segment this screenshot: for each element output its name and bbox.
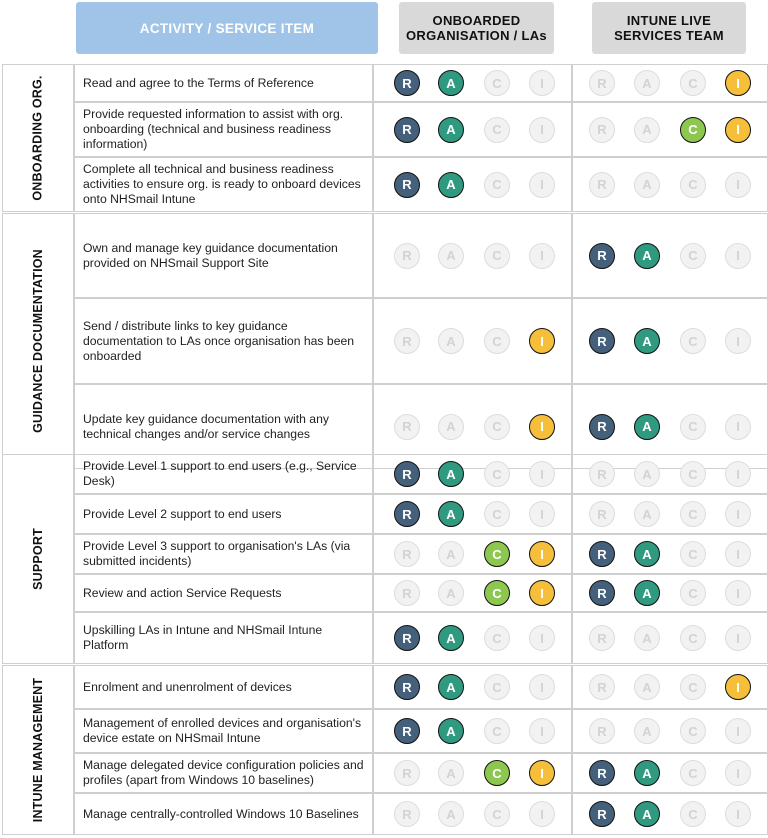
raci-i-circle: I [529,718,555,744]
raci-c-circle: C [484,172,510,198]
section-label [2,213,74,469]
raci-i-circle: I [529,801,555,827]
raci-a-circle: A [438,243,464,269]
activity-text: Read and agree to the Terms of Reference [74,64,373,102]
raci-c-circle: C [484,243,510,269]
activity-text: Enrolment and unenrolment of devices [74,665,373,709]
raci-a-circle: A [438,760,464,786]
raci-r-circle: R [394,541,420,567]
raci-a-circle: A [438,328,464,354]
activity-text: Send / distribute links to key guidance documentation to LAs once organisation has been onboarded [74,298,373,384]
raci-i-circle: I [725,461,751,487]
raci-i-circle: I [529,674,555,700]
raci-a-circle: A [438,70,464,96]
raci-i-circle: I [529,760,555,786]
raci-c-circle: C [680,580,706,606]
raci-i-circle: I [725,328,751,354]
raci-a-circle: A [634,328,660,354]
raci-a-circle: A [634,117,660,143]
raci-i-circle: I [725,718,751,744]
column-header-intune-live-services-team: INTUNE LIVE SERVICES TEAM [592,2,746,54]
raci-a-circle: A [438,674,464,700]
raci-r-circle: R [589,580,615,606]
raci-c-circle: C [680,674,706,700]
raci-i-circle: I [725,760,751,786]
raci-r-circle: R [589,461,615,487]
raci-a-circle: A [634,501,660,527]
raci-a-circle: A [438,117,464,143]
activity-text: Provide Level 3 support to organisation's LAs (via submitted incidents) [74,534,373,574]
raci-i-circle: I [529,541,555,567]
section-label [2,454,74,664]
raci-a-circle: A [634,718,660,744]
raci-r-circle: R [589,541,615,567]
raci-c-circle: C [680,501,706,527]
raci-r-circle: R [394,674,420,700]
raci-c-circle: C [680,718,706,744]
table-row [74,102,768,157]
section-label [2,64,74,212]
raci-c-circle: C [680,117,706,143]
activity-text: Update key guidance documentation with any technical changes and/or service changes [74,384,373,469]
column-header-onboarded-organisation: ONBOARDED ORGANISATION / LAs [399,2,554,54]
raci-c-circle: C [680,70,706,96]
raci-i-circle: I [529,501,555,527]
raci-r-circle: R [394,70,420,96]
raci-a-circle: A [634,760,660,786]
section-label-text: GUIDANCE DOCUMENTATION [31,249,46,433]
raci-c-circle: C [484,718,510,744]
raci-a-circle: A [438,414,464,440]
raci-r-circle: R [394,580,420,606]
raci-r-circle: R [394,760,420,786]
raci-a-circle: A [438,172,464,198]
raci-r-circle: R [589,760,615,786]
raci-a-circle: A [438,461,464,487]
raci-c-circle: C [484,760,510,786]
raci-r-circle: R [394,718,420,744]
table-row [74,612,768,664]
table-row [74,793,768,835]
raci-r-circle: R [589,414,615,440]
raci-c-circle: C [484,414,510,440]
section-label-text: INTUNE MANAGEMENT [31,677,45,823]
raci-r-circle: R [589,501,615,527]
activity-text: Complete all technical and business readiness activities to ensure org. is ready to onboard devices onto NHSmail Intune [74,157,373,212]
raci-c-circle: C [680,801,706,827]
table-row [74,298,768,384]
raci-r-circle: R [589,718,615,744]
table-row [74,157,768,212]
activity-text: Manage centrally-controlled Windows 10 Baselines [74,793,373,835]
raci-r-circle: R [589,674,615,700]
raci-i-circle: I [529,625,555,651]
raci-r-circle: R [589,243,615,269]
raci-a-circle: A [438,541,464,567]
raci-c-circle: C [680,243,706,269]
raci-r-circle: R [394,414,420,440]
raci-r-circle: R [589,328,615,354]
raci-c-circle: C [680,625,706,651]
raci-c-circle: C [484,70,510,96]
raci-r-circle: R [589,117,615,143]
raci-r-circle: R [589,625,615,651]
raci-c-circle: C [484,625,510,651]
raci-i-circle: I [529,70,555,96]
raci-i-circle: I [529,414,555,440]
raci-i-circle: I [725,625,751,651]
activity-text: Provide Level 2 support to end users [74,494,373,534]
raci-c-circle: C [484,801,510,827]
raci-r-circle: R [589,172,615,198]
raci-r-circle: R [394,328,420,354]
raci-r-circle: R [589,70,615,96]
raci-c-circle: C [484,461,510,487]
activity-text: Management of enrolled devices and organisation's device estate on NHSmail Intune [74,709,373,753]
activity-text: Provide Level 1 support to end users (e.g., Service Desk) [74,454,373,494]
raci-r-circle: R [589,801,615,827]
column-header-activity: ACTIVITY / SERVICE ITEM [76,2,378,54]
raci-r-circle: R [394,501,420,527]
table-row [74,709,768,753]
table-row [74,753,768,793]
raci-c-circle: C [484,328,510,354]
raci-i-circle: I [529,580,555,606]
activity-text: Upskilling LAs in Intune and NHSmail Intune Platform [74,612,373,664]
raci-a-circle: A [634,580,660,606]
raci-i-circle: I [725,117,751,143]
raci-a-circle: A [634,70,660,96]
raci-a-circle: A [438,580,464,606]
raci-a-circle: A [634,414,660,440]
activity-text: Own and manage key guidance documentation provided on NHSmail Support Site [74,213,373,298]
raci-a-circle: A [634,243,660,269]
raci-c-circle: C [680,172,706,198]
raci-r-circle: R [394,801,420,827]
table-row [74,574,768,612]
raci-a-circle: A [438,625,464,651]
raci-c-circle: C [484,117,510,143]
raci-i-circle: I [529,461,555,487]
raci-r-circle: R [394,625,420,651]
raci-c-circle: C [484,501,510,527]
raci-c-circle: C [484,580,510,606]
raci-c-circle: C [680,461,706,487]
raci-i-circle: I [529,117,555,143]
raci-i-circle: I [725,70,751,96]
raci-c-circle: C [680,328,706,354]
raci-i-circle: I [725,172,751,198]
raci-c-circle: C [484,541,510,567]
activity-text: Provide requested information to assist with org. onboarding (technical and business readiness information) [74,102,373,157]
raci-i-circle: I [725,414,751,440]
raci-i-circle: I [529,172,555,198]
section-label [2,665,74,835]
section-label-text: SUPPORT [30,528,45,590]
raci-i-circle: I [725,501,751,527]
raci-r-circle: R [394,117,420,143]
table-row [74,494,768,534]
raci-a-circle: A [634,625,660,651]
raci-c-circle: C [680,760,706,786]
raci-c-circle: C [484,674,510,700]
section-label-text: ONBOARDING ORG. [31,75,46,201]
activity-text: Manage delegated device configuration policies and profiles (apart from Windows 10 baselines) [74,753,373,793]
table-row [74,534,768,574]
table-row [74,213,768,298]
raci-i-circle: I [725,243,751,269]
raci-i-circle: I [725,801,751,827]
table-row [74,665,768,709]
raci-a-circle: A [634,461,660,487]
raci-r-circle: R [394,172,420,198]
raci-i-circle: I [725,674,751,700]
raci-r-circle: R [394,243,420,269]
raci-i-circle: I [725,580,751,606]
raci-r-circle: R [394,461,420,487]
table-row [74,64,768,102]
raci-a-circle: A [438,501,464,527]
raci-a-circle: A [634,172,660,198]
raci-a-circle: A [634,801,660,827]
raci-c-circle: C [680,541,706,567]
raci-a-circle: A [438,718,464,744]
raci-a-circle: A [634,674,660,700]
activity-text: Review and action Service Requests [74,574,373,612]
raci-i-circle: I [529,243,555,269]
raci-a-circle: A [634,541,660,567]
raci-c-circle: C [680,414,706,440]
raci-i-circle: I [529,328,555,354]
raci-a-circle: A [438,801,464,827]
table-row [74,454,768,494]
raci-i-circle: I [725,541,751,567]
